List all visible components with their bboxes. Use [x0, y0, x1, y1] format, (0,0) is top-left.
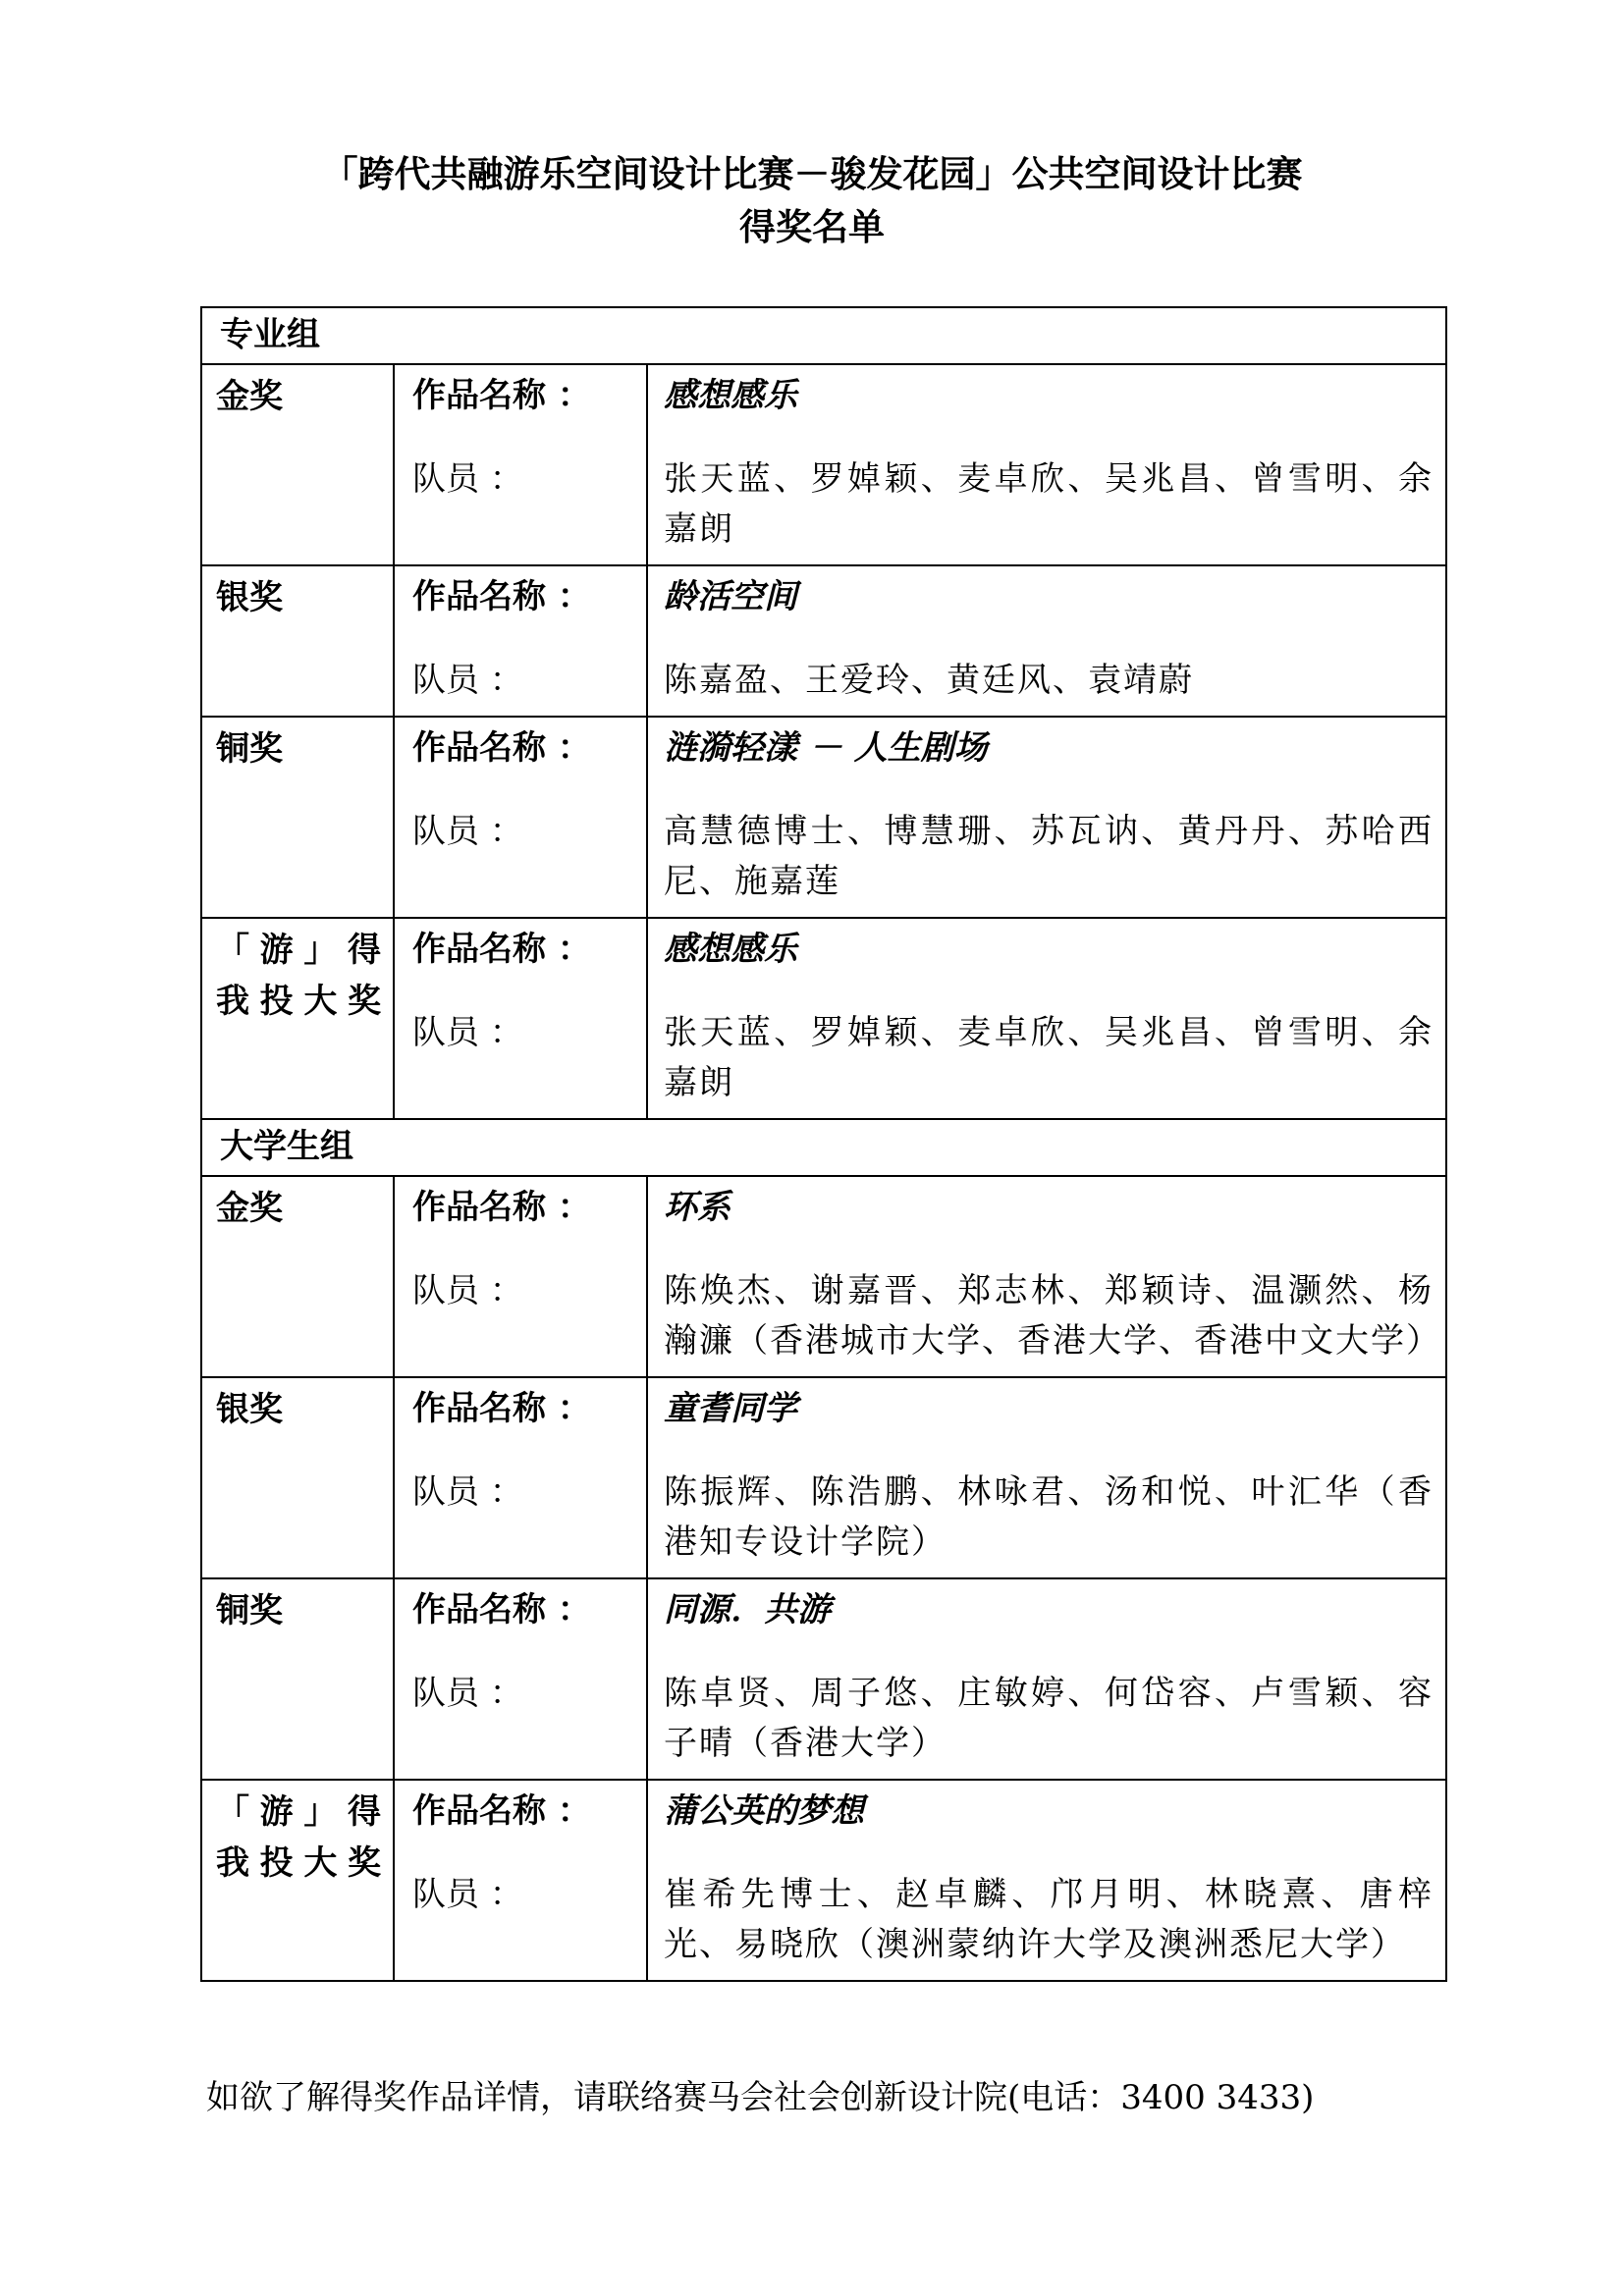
members-label: 队员 ： [412, 1674, 523, 1713]
award-name [201, 1780, 394, 1981]
entry-details [647, 1578, 1446, 1780]
award-name [201, 364, 394, 565]
award-name [201, 918, 394, 1119]
entry-details [647, 1377, 1446, 1578]
title-line-2: 得奖名单 [739, 205, 885, 248]
team-members: 陈卓贤、周子悠、庄敏婷、何岱容、卢雪颖、容子晴（香港大学） [664, 1674, 1435, 1763]
group-header-row [201, 1119, 1446, 1176]
team-members: 陈振辉、陈浩鹏、林咏君、汤和悦、叶汇华（香港知专设计学院） [664, 1472, 1435, 1562]
members-label: 队员 ： [412, 1875, 523, 1914]
members-label: 队员 ： [412, 1271, 523, 1310]
entry-details [647, 565, 1446, 717]
award-row [201, 1377, 1446, 1578]
work-label: 作品名称 ： [412, 1188, 591, 1227]
members-label: 队员 ： [412, 1472, 523, 1512]
team-members: 张天蓝、罗婥颖、麦卓欣、吴兆昌、曾雪明、余嘉朗 [664, 1013, 1435, 1102]
field-labels [394, 364, 647, 565]
work-title: 童耆同学 [664, 1389, 797, 1428]
team-members: 高慧德博士、博慧珊、苏瓦讷、黄丹丹、苏哈西尼、施嘉莲 [664, 812, 1435, 901]
awards-table [200, 306, 1447, 1982]
award-label: 银奖 [216, 1390, 283, 1429]
field-labels [394, 1780, 647, 1981]
entry-details [647, 1780, 1446, 1981]
entry-details [647, 717, 1446, 918]
field-labels [394, 565, 647, 717]
award-label: 「游」得我投大奖 [216, 1792, 381, 1883]
work-label: 作品名称 ： [412, 1791, 591, 1831]
title-line-1: 「跨代共融游乐空间设计比赛－骏发花园」公共空间设计比赛 [321, 152, 1303, 195]
team-members: 陈焕杰、谢嘉晋、郑志林、郑颖诗、温灏然、杨瀚濂（香港城市大学、香港大学、香港中文大学） [664, 1271, 1441, 1361]
entry-details [647, 1176, 1446, 1377]
award-row [201, 717, 1446, 918]
field-labels [394, 918, 647, 1119]
group-name: 专业组 [201, 307, 1446, 364]
work-title: 龄活空间 [664, 577, 797, 616]
field-labels [394, 1578, 647, 1780]
work-title: 感想感乐 [664, 930, 797, 969]
awards-table-body [201, 307, 1446, 1981]
field-labels [394, 717, 647, 918]
award-name [201, 565, 394, 717]
work-label: 作品名称 ： [412, 728, 591, 768]
award-row [201, 1176, 1446, 1377]
work-title: 涟漪轻漾 － 人生剧场 [664, 728, 988, 768]
award-label: 银奖 [216, 578, 283, 617]
members-label: 队员 ： [412, 1013, 523, 1052]
entry-details [647, 918, 1446, 1119]
work-label: 作品名称 ： [412, 376, 591, 415]
award-row [201, 364, 1446, 565]
group-name: 大学生组 [201, 1119, 1446, 1176]
work-label: 作品名称 ： [412, 930, 591, 969]
entry-details [647, 364, 1446, 565]
work-label: 作品名称 ： [412, 1590, 591, 1629]
group-header-row [201, 307, 1446, 364]
members-label: 队员 ： [412, 812, 523, 851]
work-label: 作品名称 ： [412, 1389, 591, 1428]
award-name [201, 1377, 394, 1578]
award-name [201, 1176, 394, 1377]
team-members: 张天蓝、罗婥颖、麦卓欣、吴兆昌、曾雪明、余嘉朗 [664, 459, 1435, 549]
award-label: 金奖 [216, 1189, 283, 1228]
page-title [0, 147, 1624, 253]
award-label: 铜奖 [216, 729, 283, 769]
work-title: 蒲公英的梦想 [664, 1791, 864, 1831]
award-row [201, 1780, 1446, 1981]
work-title: 同源．共游 [664, 1590, 831, 1629]
team-members: 陈嘉盈、王爱玲、黄廷风、袁靖蔚 [664, 661, 1194, 700]
work-title: 感想感乐 [664, 376, 797, 415]
members-label: 队员 ： [412, 459, 523, 499]
contact-note: 如欲了解得奖作品详情，请联络赛马会社会创新设计院(电话：3400 3433) [206, 2078, 1315, 2117]
award-row [201, 1578, 1446, 1780]
team-members: 崔希先博士、赵卓麟、邝月明、林晓熹、唐梓光、易晓欣（澳洲蒙纳许大学及澳洲悉尼大学） [664, 1875, 1435, 1964]
work-title: 环系 [664, 1188, 731, 1227]
award-label: 金奖 [216, 377, 283, 416]
award-row [201, 565, 1446, 717]
field-labels [394, 1377, 647, 1578]
award-label: 「游」得我投大奖 [216, 931, 381, 1021]
members-label: 队员 ： [412, 661, 523, 700]
work-label: 作品名称 ： [412, 577, 591, 616]
award-name [201, 1578, 394, 1780]
award-name [201, 717, 394, 918]
award-row [201, 918, 1446, 1119]
field-labels [394, 1176, 647, 1377]
award-label: 铜奖 [216, 1591, 283, 1630]
